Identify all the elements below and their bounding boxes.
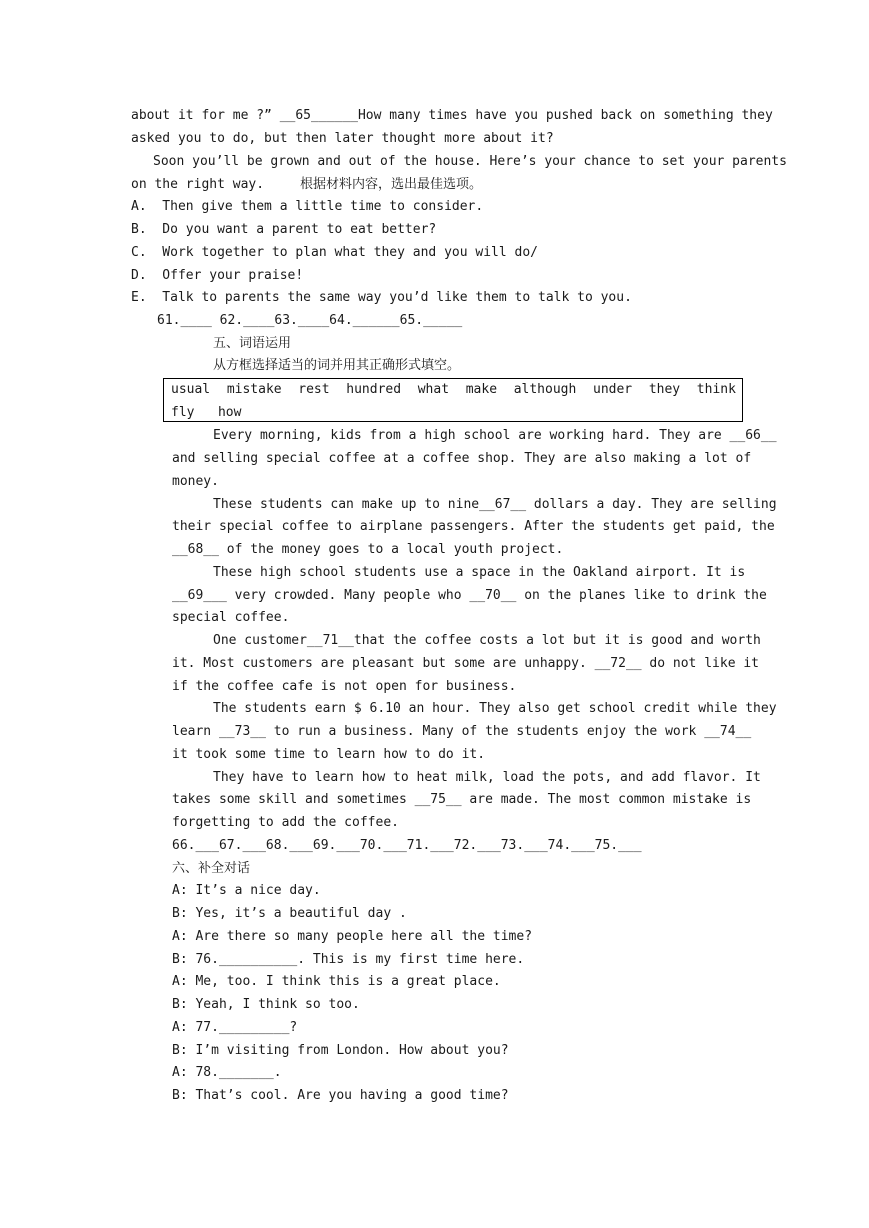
section-heading: 五、词语运用	[213, 336, 292, 351]
passage-line: if the coffee cafe is not open for business.	[172, 679, 517, 694]
passage-line: takes some skill and sometimes __75__ are made. The most common mistake is	[172, 792, 752, 807]
passage-line: __68__ of the money goes to a local youth project.	[172, 542, 564, 557]
passage-line: Every morning, kids from a high school are working hard. They are __66__	[213, 428, 777, 443]
option-b: B. Do you want a parent to eat better?	[131, 222, 437, 237]
dialogue-line: A: 78._______.	[172, 1065, 282, 1080]
answer-blanks-66-75: 66.___67.___68.___69.___70.___71.___72.___73.___74.___75.___	[172, 838, 642, 853]
dialogue-line: B: Yeah, I think so too.	[172, 997, 360, 1012]
passage-line: learn __73__ to run a business. Many of the students enjoy the work __74__	[172, 724, 752, 739]
paragraph-line: asked you to do, but then later thought more about it?	[131, 131, 554, 146]
word-item: usual	[171, 382, 211, 397]
word-item: although	[513, 382, 577, 397]
paragraph-line: Soon you’ll be grown and out of the house. Here’s your chance to set your parents	[153, 154, 787, 169]
word-item: rest	[298, 382, 330, 397]
passage-line: it. Most customers are pleasant but some are unhappy. __72__ do not like it	[172, 656, 759, 671]
dialogue-line: A: 77._________?	[172, 1020, 298, 1035]
dialogue-line: A: Me, too. I think this is a great place.	[172, 974, 501, 989]
passage-line: These high school students use a space in the Oakland airport. It is	[213, 565, 746, 580]
dialogue-line: A: Are there so many people here all the time?	[172, 929, 533, 944]
paragraph-line: on the right way.	[131, 177, 265, 192]
word-box-row	[171, 404, 241, 422]
section-instruction: 从方框选择适当的词并用其正确形式填空。	[213, 358, 461, 373]
option-e: E. Talk to parents the same way you’d like them to talk to you.	[131, 290, 632, 305]
word-item: under	[593, 382, 633, 397]
dialogue-line: B: Yes, it’s a beautiful day .	[172, 906, 407, 921]
word-box-row	[171, 381, 736, 399]
passage-line: and selling special coffee at a coffee shop. They are also making a lot of	[172, 451, 752, 466]
passage-line: __69___ very crowded. Many people who __70__ on the planes like to drink the	[172, 588, 767, 603]
word-item: how	[217, 405, 242, 420]
option-c: C. Work together to plan what they and you will do/	[131, 245, 538, 260]
option-a: A. Then give them a little time to consider.	[131, 199, 484, 214]
word-item: hundred	[346, 382, 402, 397]
word-item: fly	[171, 405, 195, 420]
passage-line: forgetting to add the coffee.	[172, 815, 399, 830]
option-d: D. Offer your praise!	[131, 268, 304, 283]
dialogue-line: A: It’s a nice day.	[172, 883, 321, 898]
passage-line: money.	[172, 474, 219, 489]
passage-line: These students can make up to nine__67__ dollars a day. They are selling	[213, 497, 777, 512]
passage-line: They have to learn how to heat milk, load the pots, and add flavor. It	[213, 770, 761, 785]
word-item: make	[465, 382, 498, 397]
answer-blanks-61-65: 61.____ 62.____63.____64.______65._____	[157, 313, 463, 328]
dialogue-line: B: I’m visiting from London. How about you?	[172, 1043, 509, 1058]
word-item: they	[648, 382, 681, 397]
word-item: think	[696, 382, 736, 397]
passage-line: their special coffee to airplane passengers. After the students get paid, the	[172, 519, 775, 534]
passage-line: One customer__71__that the coffee costs a lot but it is good and worth	[213, 633, 761, 648]
section-heading: 六、补全对话	[172, 861, 251, 876]
passage-line: special coffee.	[172, 610, 290, 625]
dialogue-line: B: That’s cool. Are you having a good time?	[172, 1088, 509, 1103]
paragraph-line: about it for me ?” __65______How many times have you pushed back on something they	[131, 108, 773, 123]
dialogue-line: B: 76.__________. This is my first time here.	[172, 952, 525, 967]
passage-line: The students earn $ 6.10 an hour. They also get school credit while they	[213, 701, 777, 716]
word-item: what	[417, 382, 450, 397]
passage-line: it took some time to learn how to do it.	[172, 747, 486, 762]
word-box	[163, 378, 743, 422]
task-instruction: 根据材料内容，选出最佳选项。	[300, 177, 483, 192]
word-item: mistake	[226, 382, 282, 397]
